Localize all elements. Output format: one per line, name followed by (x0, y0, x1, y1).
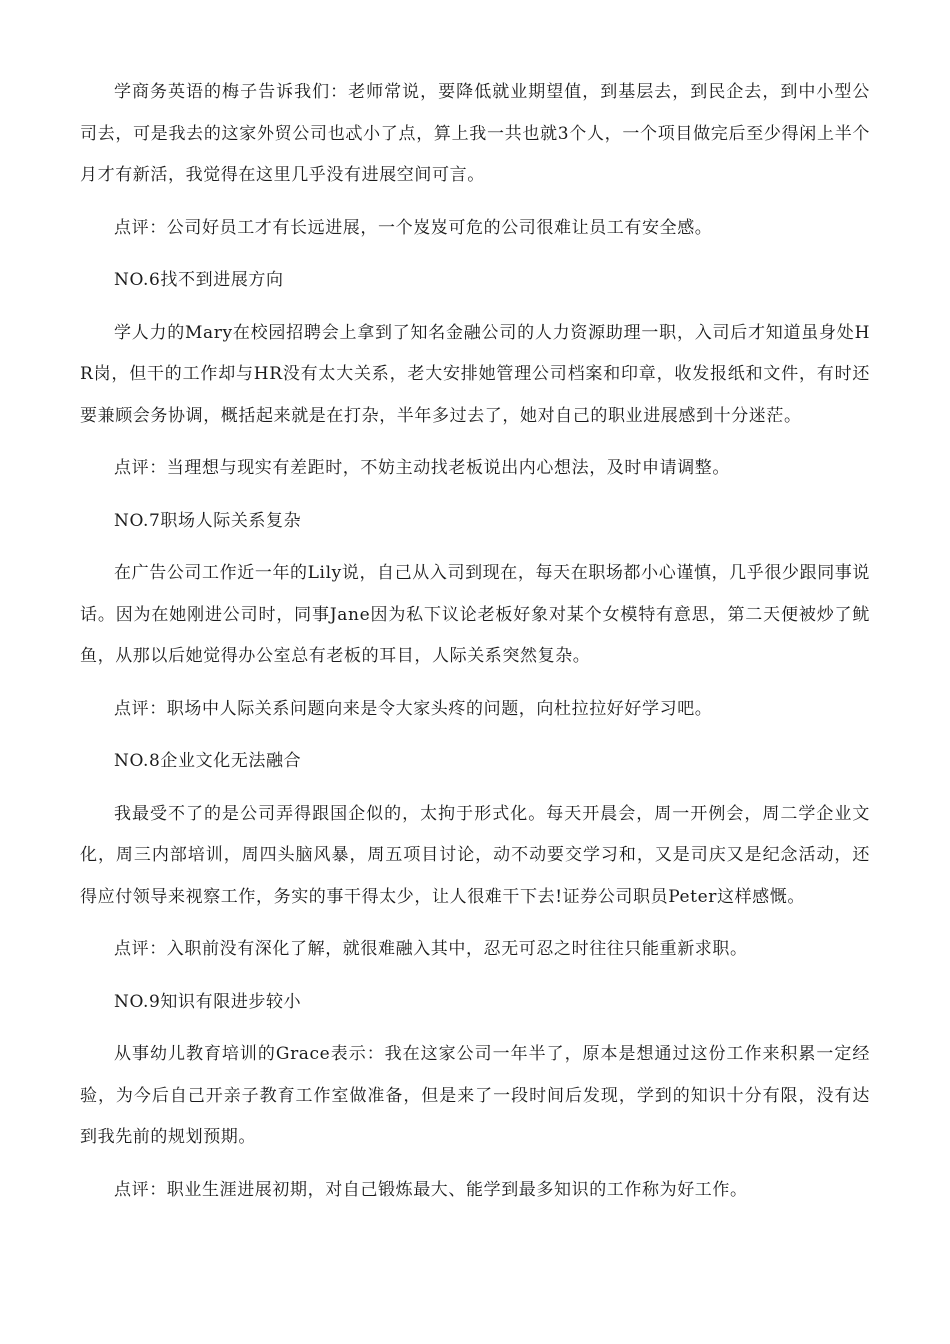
paragraph-grace-story: 从事幼儿教育培训的Grace表示：我在这家公司一年半了，原本是想通过这份工作来积累一定经验，为今后自己开亲子教育工作室做准备，但是来了一段时间后发现，学到的知识十分有限，没有达到我先前的规划预期。 (80, 1044, 870, 1147)
comment-culture: 点评：入职前没有深化了解，就很难融入其中，忍无可忍之时往往只能重新求职。 (114, 939, 748, 959)
document-body (80, 72, 870, 1222)
paragraph-lily-story: 在广告公司工作近一年的Lily说，自己从入司到现在，每天在职场都小心谨慎，几乎很少跟同事说话。因为在她刚进公司时，同事Jane因为私下议论老板好象对某个女模特有意思，第二天便被炒了鱿鱼，从那以后她觉得办公室总有老板的耳目，人际关系突然复杂。 (80, 563, 870, 666)
comment-interpersonal: 点评：职场中人际关系问题向来是令大家头疼的问题，向杜拉拉好好学习吧。 (114, 698, 713, 719)
heading-no7: NO.7职场人际关系复杂 (114, 510, 302, 531)
heading-no8: NO.8企业文化无法融合 (114, 751, 302, 771)
paragraph-mary-story: 学人力的Mary在校园招聘会上拿到了知名金融公司的人力资源助理一职，入司后才知道虽身处HR岗，但干的工作却与HR没有太大关系，老大安排她管理公司档案和印章，收发报纸和文件，有时还要兼顾会务协调，概括起来就是在打杂，半年多过去了，她对自己的职业进展感到十分迷茫。 (80, 322, 870, 426)
heading-no6: NO.6找不到进展方向 (114, 270, 284, 290)
comment-talk-to-boss: 点评：当理想与现实有差距时，不妨主动找老板说出内心想法，及时申请调整。 (114, 458, 730, 478)
comment-good-job: 点评：职业生涯进展初期，对自己锻炼最大、能学到最多知识的工作称为好工作。 (114, 1179, 748, 1200)
paragraph-peter-story: 我最受不了的是公司弄得跟国企似的，太拘于形式化。每天开晨会，周一开例会，周二学企业文化，周三内部培训，周四头脑风暴，周五项目讨论，动不动要交学习和，又是司庆又是纪念活动，还得应付领导来视察工作，务实的事干得太少，让人很难干下去!证券公司职员Peter这样感慨。 (80, 803, 870, 907)
heading-no9: NO.9知识有限进步较小 (114, 991, 302, 1012)
comment-company-stability: 点评：公司好员工才有长远进展，一个岌岌可危的公司很难让员工有安全感。 (114, 217, 713, 238)
paragraph-meizi-story: 学商务英语的梅子告诉我们：老师常说，要降低就业期望值，到基层去，到民企去，到中小型公司去，可是我去的这家外贸公司也忒小了点，算上我一共也就3个人，一个项目做完后至少得闲上半个月才有新活，我觉得在这里几乎没有进展空间可言。 (80, 82, 870, 185)
